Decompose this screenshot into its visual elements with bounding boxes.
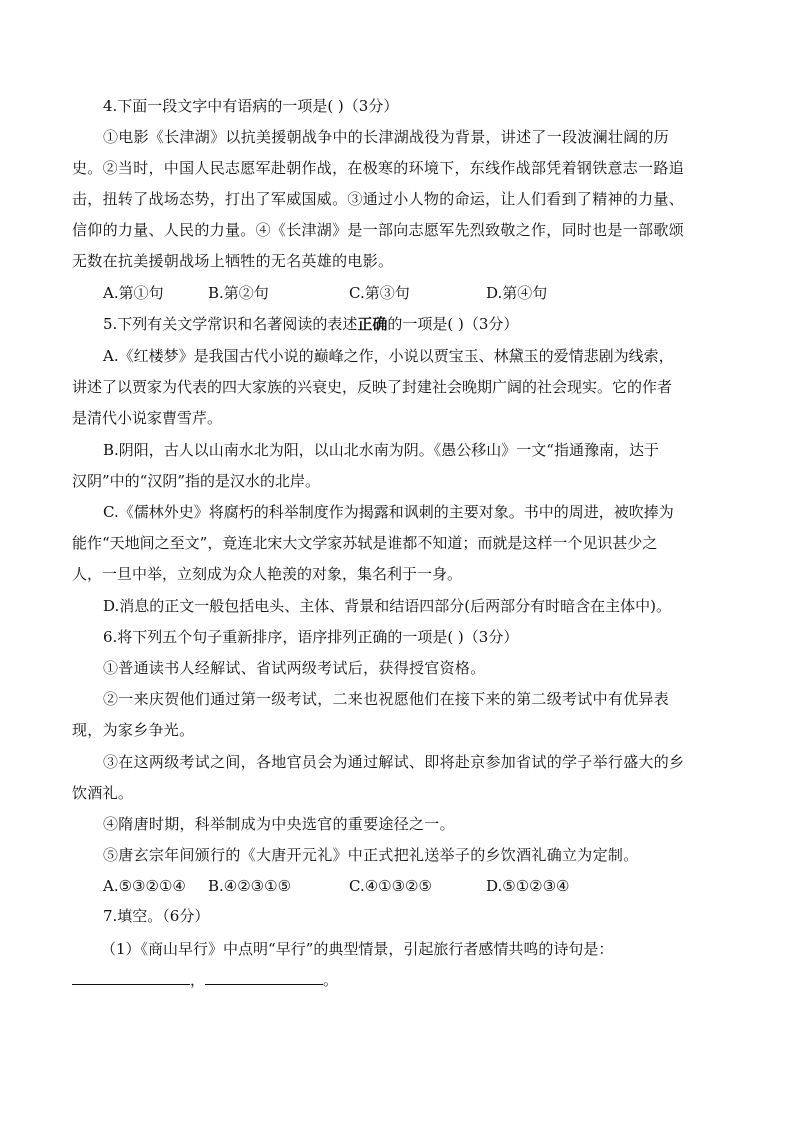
answer-blank-1[interactable] bbox=[72, 970, 190, 985]
q6-sentence-5: ⑤唐玄宗年间颁行的《大唐开元礼》中正式把礼送举子的乡饮酒礼确立为定制。 bbox=[103, 846, 639, 864]
q5-option-a-line: 是清代小说家曹雪芹。 bbox=[72, 409, 223, 427]
q4-passage-line: 史。②当时，中国人民志愿军赴朝作战，在极寒的环境下，东线作战部凭着钢铁意志一路追 bbox=[72, 159, 685, 177]
q5-option-a-line: 讲述了以贾家为代表的四大家族的兴衰史，反映了封建社会晚期广阔的社会现实。它的作者 bbox=[72, 378, 673, 396]
q7-title: 7.填空。（6分） bbox=[103, 907, 210, 925]
q5-title-pre: 5.下列有关文学常识和名著阅读的表述 bbox=[103, 315, 358, 333]
q4-passage-line: 信仰的力量、人民的力量。④《长津湖》是一部向志愿军先烈致敬之作，同时也是一部歌颂 bbox=[72, 221, 685, 239]
q5-option-d-line: D.消息的正文一般包括电头、主体、背景和结语四部分(后两部分有时暗含在主体中)。 bbox=[103, 597, 671, 615]
q6-sentence-2: ②一来庆贺他们通过第一级考试，二来也祝愿他们在接下来的第二级考试中有优异表 bbox=[103, 690, 670, 708]
q4-passage-line: ①电影《长津湖》以抗美援朝战争中的长津湖战役为背景，讲述了一段波澜壮阔的历 bbox=[103, 128, 670, 146]
q6-option-d[interactable]: D.⑤①②③④ bbox=[486, 877, 570, 895]
q6-sentence-2-cont: 现，为家乡争光。 bbox=[72, 721, 195, 739]
q4-title: 4.下面一段文字中有语病的一项是( )（3分） bbox=[103, 97, 399, 115]
q4-passage-line: 击，扭转了战场态势，打出了军威国威。③通过小人物的命运，让人们看到了精神的力量、 bbox=[72, 190, 685, 208]
q4-passage-line: 无数在抗美援朝战场上牺牲的无名英雄的电影。 bbox=[72, 252, 394, 270]
q6-sentence-4: ④隋唐时期，科举制成为中央选官的重要途径之一。 bbox=[103, 815, 455, 833]
q5-option-c-line: C.《儒林外史》将腐朽的科举制度作为揭露和讽刺的主要对象。书中的周进，被吹捧为 bbox=[103, 503, 674, 521]
q5-option-c-line: 能作“天地间之至文”，竟连北宋大文学家苏轼是谁都不知道；而就是这样一个见识甚少之 bbox=[72, 534, 658, 552]
q5-title bbox=[103, 314, 518, 334]
q7-answer-row bbox=[72, 970, 338, 990]
q6-option-c[interactable]: C.④①③②⑤ bbox=[349, 877, 432, 895]
q6-sentence-1: ①普通读书人经解试、省试两级考试后，获得授官资格。 bbox=[103, 659, 486, 677]
q5-title-post: 的一项是( )（3分） bbox=[387, 315, 519, 333]
q4-option-d[interactable]: D.第④句 bbox=[486, 284, 548, 302]
q6-title: 6.将下列五个句子重新排序，语序排列正确的一项是( )（3分） bbox=[103, 628, 519, 646]
blank-separator: ， bbox=[190, 971, 206, 989]
q6-option-b[interactable]: B.④②③①⑤ bbox=[208, 877, 292, 895]
q5-option-b-line: 汉阴”中的“汉阴”指的是汉水的北岸。 bbox=[72, 472, 321, 490]
blank-end: 。 bbox=[323, 971, 339, 989]
q6-sentence-3: ③在这两级考试之间，各地官员会为通过解试、即将赴京参加省试的学子举行盛大的乡 bbox=[103, 753, 685, 771]
q5-option-c-line: 人，一旦中举，立刻成为众人艳羡的对象，集名利于一身。 bbox=[72, 565, 463, 583]
q5-title-emphasis: 正确 bbox=[357, 315, 388, 333]
q4-option-c[interactable]: C.第③句 bbox=[349, 284, 410, 302]
q6-option-a[interactable]: A.⑤③②①④ bbox=[103, 877, 186, 895]
q5-option-b-line: B.阴阳，古人以山南水北为阳，以山北水南为阴。《愚公移山》一文“指通豫南，达于 bbox=[103, 441, 659, 459]
q5-option-a-line: A.《红楼梦》是我国古代小说的巅峰之作，小说以贾宝玉、林黛玉的爱情悲剧为线索， bbox=[103, 347, 674, 365]
q7-item-1: （1）《商山早行》中点明“早行”的典型情景，引起旅行者感情共鸣的诗句是： bbox=[101, 940, 614, 958]
answer-blank-2[interactable] bbox=[205, 970, 323, 985]
q4-option-a[interactable]: A.第①句 bbox=[103, 284, 164, 302]
q4-option-b[interactable]: B.第②句 bbox=[208, 284, 269, 302]
q6-sentence-3-cont: 饮酒礼。 bbox=[72, 784, 134, 802]
